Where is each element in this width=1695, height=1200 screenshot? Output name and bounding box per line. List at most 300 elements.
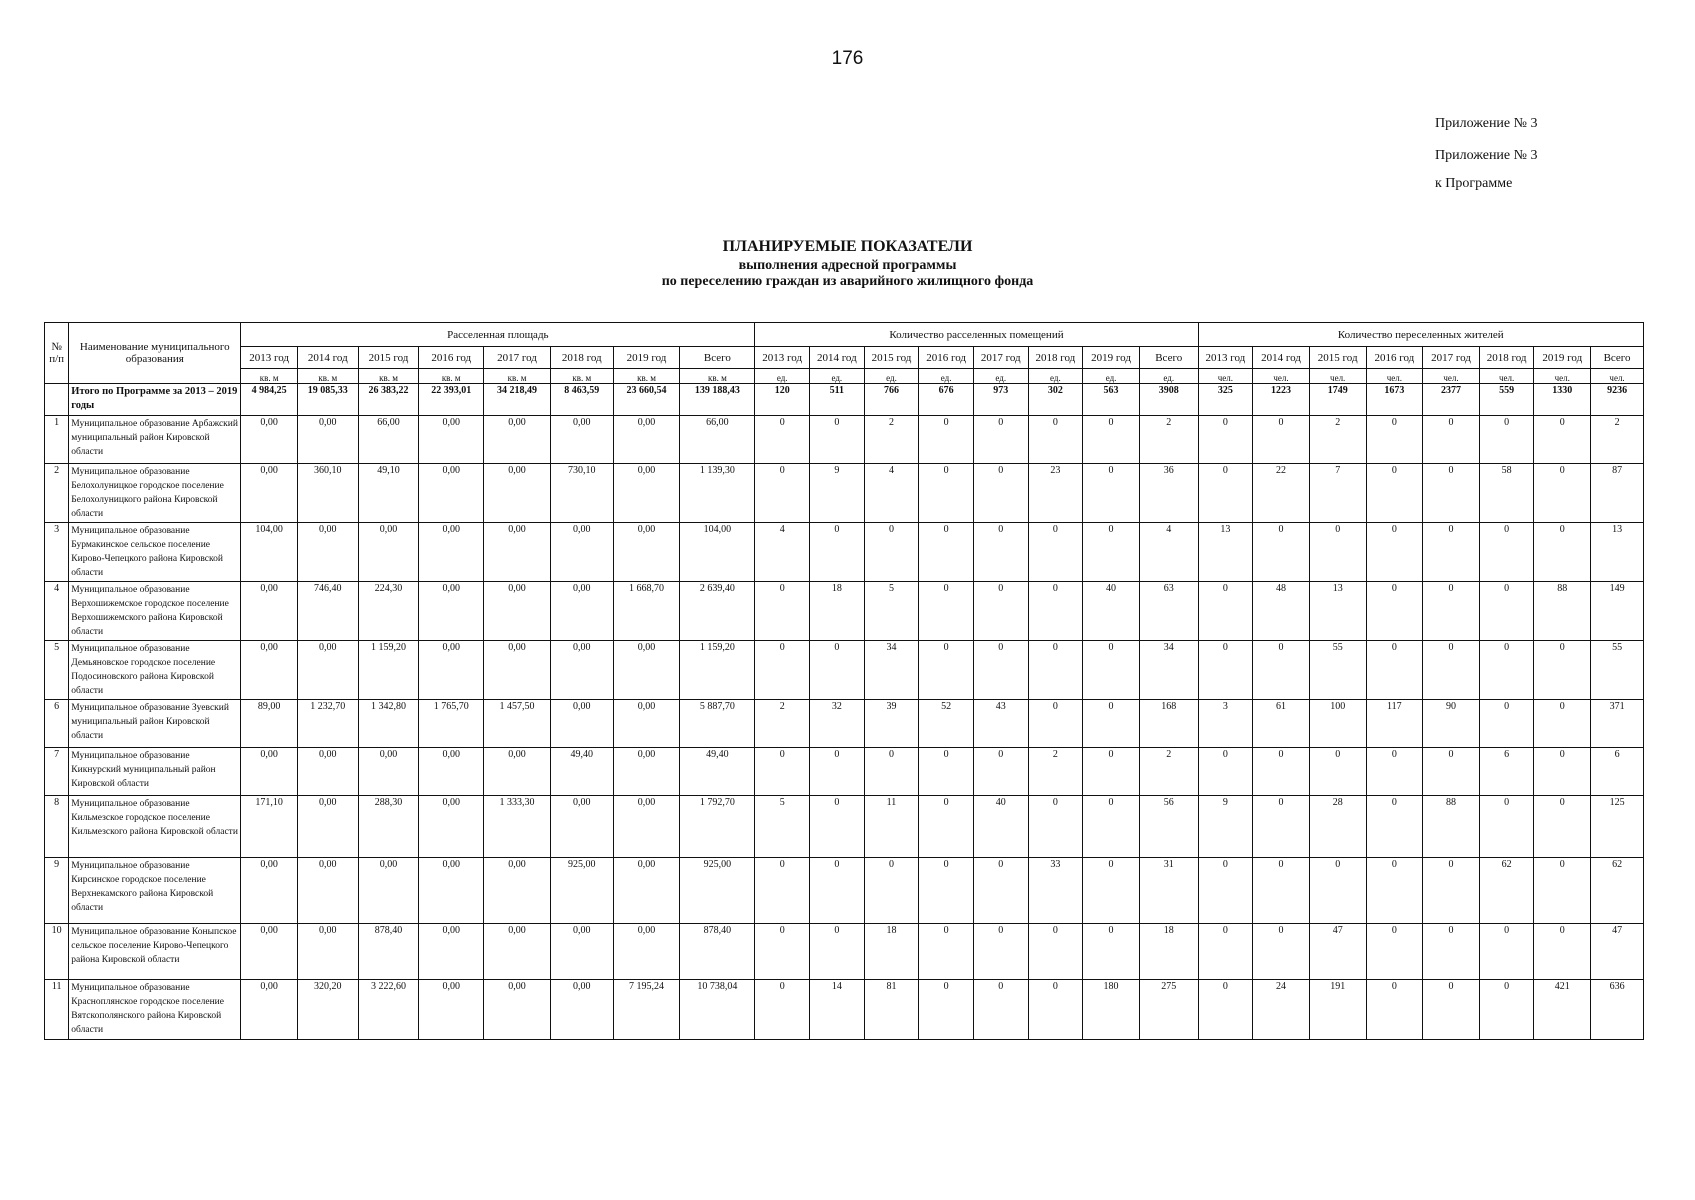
rooms-value: 0 (810, 641, 865, 700)
rooms-value: 0 (1083, 796, 1140, 858)
area-value: 0,00 (297, 416, 358, 464)
area-value: 0,00 (550, 924, 613, 980)
area-value: 19 085,33 (297, 384, 358, 416)
people-value: 371 (1591, 700, 1644, 748)
area-value: 1 333,30 (484, 796, 551, 858)
header-name: Наименование муниципального образования (69, 323, 241, 384)
area-value: 0,00 (297, 858, 358, 924)
unit-header-people: чел. (1591, 369, 1644, 384)
area-value: 1 232,70 (297, 700, 358, 748)
people-value: 3 (1198, 700, 1253, 748)
people-value: 88 (1534, 582, 1591, 641)
people-value: 0 (1423, 924, 1480, 980)
area-value: 1 139,30 (680, 464, 755, 523)
area-value: 224,30 (358, 582, 419, 641)
people-value: 0 (1534, 523, 1591, 582)
rooms-value: 0 (1028, 582, 1083, 641)
people-value: 0 (1309, 858, 1366, 924)
area-value: 0,00 (484, 748, 551, 796)
people-value: 13 (1591, 523, 1644, 582)
area-value: 22 393,01 (419, 384, 484, 416)
area-value: 360,10 (297, 464, 358, 523)
people-value: 0 (1479, 641, 1534, 700)
unit-header-area: кв. м (297, 369, 358, 384)
row-number: 9 (45, 858, 69, 924)
people-value: 0 (1534, 641, 1591, 700)
title-line-3: по переселению граждан из аварийного жилищного фонда (661, 274, 1034, 289)
year-header-rooms: 2019 год (1083, 347, 1140, 369)
year-header-rooms: 2014 год (810, 347, 865, 369)
rooms-value: 0 (1028, 523, 1083, 582)
area-value: 0,00 (358, 858, 419, 924)
area-value: 1 792,70 (680, 796, 755, 858)
people-value: 0 (1309, 748, 1366, 796)
area-value: 925,00 (550, 858, 613, 924)
people-value: 28 (1309, 796, 1366, 858)
year-header-rooms: 2017 год (973, 347, 1028, 369)
people-value: 88 (1423, 796, 1480, 858)
people-value: 0 (1198, 582, 1253, 641)
area-value: 0,00 (419, 416, 484, 464)
year-header-rooms: 2018 год (1028, 347, 1083, 369)
row-number: 11 (45, 980, 69, 1040)
rooms-value: 52 (919, 700, 974, 748)
rooms-value: 11 (864, 796, 919, 858)
area-value: 0,00 (241, 582, 298, 641)
year-header-area: 2016 год (419, 347, 484, 369)
rooms-value: 43 (973, 700, 1028, 748)
area-value: 0,00 (241, 858, 298, 924)
rooms-value: 31 (1139, 858, 1198, 924)
area-value: 49,40 (680, 748, 755, 796)
rooms-value: 56 (1139, 796, 1198, 858)
people-value: 13 (1198, 523, 1253, 582)
rooms-value: 2 (1139, 416, 1198, 464)
rooms-value: 0 (755, 641, 810, 700)
area-value: 925,00 (680, 858, 755, 924)
rooms-value: 0 (864, 858, 919, 924)
rooms-value: 0 (1083, 523, 1140, 582)
rooms-value: 275 (1139, 980, 1198, 1040)
rooms-value: 0 (810, 796, 865, 858)
people-value: 636 (1591, 980, 1644, 1040)
area-value: 0,00 (419, 464, 484, 523)
people-value: 1223 (1253, 384, 1310, 416)
unit-header-people: чел. (1479, 369, 1534, 384)
people-value: 58 (1479, 464, 1534, 523)
year-header-rooms: Всего (1139, 347, 1198, 369)
rooms-value: 0 (919, 748, 974, 796)
unit-header-area: кв. м (241, 369, 298, 384)
area-value: 0,00 (297, 748, 358, 796)
people-value: 47 (1309, 924, 1366, 980)
area-value: 171,10 (241, 796, 298, 858)
area-value: 0,00 (484, 980, 551, 1040)
rooms-value: 0 (755, 858, 810, 924)
people-value: 62 (1591, 858, 1644, 924)
area-value: 0,00 (297, 796, 358, 858)
area-value: 3 222,60 (358, 980, 419, 1040)
people-value: 559 (1479, 384, 1534, 416)
people-value: 0 (1423, 416, 1480, 464)
people-value: 0 (1366, 796, 1423, 858)
rooms-value: 32 (810, 700, 865, 748)
rooms-value: 3908 (1139, 384, 1198, 416)
rooms-value: 14 (810, 980, 865, 1040)
area-value: 0,00 (241, 924, 298, 980)
area-value: 0,00 (613, 641, 680, 700)
people-value: 0 (1253, 641, 1310, 700)
people-value: 0 (1534, 416, 1591, 464)
people-value: 0 (1423, 748, 1480, 796)
area-value: 746,40 (297, 582, 358, 641)
area-value: 0,00 (484, 582, 551, 641)
area-value: 1 668,70 (613, 582, 680, 641)
municipality-name: Итого по Программе за 2013 – 2019 годы (69, 384, 241, 416)
rooms-value: 973 (973, 384, 1028, 416)
rooms-value: 2 (1028, 748, 1083, 796)
area-value: 0,00 (613, 700, 680, 748)
people-value: 0 (1253, 924, 1310, 980)
people-value: 0 (1366, 641, 1423, 700)
municipality-name: Муниципальное образование Кирсинское городское поселение Верхнекамского района Кировской области (69, 858, 241, 924)
year-header-rooms: 2013 год (755, 347, 810, 369)
rooms-value: 0 (1083, 700, 1140, 748)
rooms-value: 0 (973, 416, 1028, 464)
rooms-value: 5 (864, 582, 919, 641)
people-value: 0 (1366, 464, 1423, 523)
rooms-value: 0 (1083, 641, 1140, 700)
area-value: 1 765,70 (419, 700, 484, 748)
municipality-name: Муниципальное образование Кикнурский муниципальный район Кировской области (69, 748, 241, 796)
rooms-value: 2 (864, 416, 919, 464)
people-value: 0 (1253, 416, 1310, 464)
rooms-value: 0 (973, 464, 1028, 523)
people-value: 24 (1253, 980, 1310, 1040)
table-row (45, 416, 1644, 464)
people-value: 0 (1366, 523, 1423, 582)
rooms-value: 0 (1083, 748, 1140, 796)
people-value: 0 (1423, 523, 1480, 582)
people-value: 0 (1479, 924, 1534, 980)
people-value: 61 (1253, 700, 1310, 748)
people-value: 0 (1198, 924, 1253, 980)
area-value: 878,40 (358, 924, 419, 980)
unit-header-area: кв. м (419, 369, 484, 384)
people-value: 149 (1591, 582, 1644, 641)
area-value: 8 463,59 (550, 384, 613, 416)
people-value: 0 (1253, 796, 1310, 858)
area-value: 0,00 (550, 582, 613, 641)
area-value: 0,00 (613, 464, 680, 523)
people-value: 1673 (1366, 384, 1423, 416)
rooms-value: 4 (1139, 523, 1198, 582)
unit-header-people: чел. (1309, 369, 1366, 384)
area-value: 34 218,49 (484, 384, 551, 416)
table-row (45, 796, 1644, 858)
rooms-value: 0 (973, 858, 1028, 924)
unit-header-rooms: ед. (810, 369, 865, 384)
rooms-value: 0 (755, 980, 810, 1040)
rooms-value: 18 (1139, 924, 1198, 980)
area-value: 104,00 (680, 523, 755, 582)
area-value: 0,00 (297, 523, 358, 582)
area-value: 878,40 (680, 924, 755, 980)
area-value: 0,00 (550, 980, 613, 1040)
area-value: 89,00 (241, 700, 298, 748)
rooms-value: 0 (864, 748, 919, 796)
people-value: 2377 (1423, 384, 1480, 416)
area-value: 0,00 (613, 416, 680, 464)
unit-header-area: кв. м (613, 369, 680, 384)
municipality-name: Муниципальное образование Коныпское сельское поселение Кирово-Чепецкого района Кировской области (69, 924, 241, 980)
rooms-value: 0 (919, 464, 974, 523)
area-value: 0,00 (358, 748, 419, 796)
people-value: 0 (1534, 796, 1591, 858)
unit-header-area: кв. м (550, 369, 613, 384)
people-value: 55 (1591, 641, 1644, 700)
table-row (45, 748, 1644, 796)
rooms-value: 0 (919, 582, 974, 641)
people-value: 0 (1366, 416, 1423, 464)
page-number: 176 (831, 48, 864, 69)
rooms-value: 168 (1139, 700, 1198, 748)
rooms-value: 0 (755, 416, 810, 464)
area-value: 5 887,70 (680, 700, 755, 748)
year-header-area: 2015 год (358, 347, 419, 369)
area-value: 320,20 (297, 980, 358, 1040)
municipality-name: Муниципальное образование Верхошижемское городское поселение Верхошижемского района Кировской области (69, 582, 241, 641)
title-line-1: ПЛАНИРУЕМЫЕ ПОКАЗАТЕЛИ (722, 238, 973, 255)
row-number: 2 (45, 464, 69, 523)
people-value: 0 (1198, 748, 1253, 796)
people-value: 0 (1366, 980, 1423, 1040)
rooms-value: 4 (864, 464, 919, 523)
people-value: 0 (1423, 980, 1480, 1040)
area-value: 49,10 (358, 464, 419, 523)
rooms-value: 0 (1028, 924, 1083, 980)
rooms-value: 4 (755, 523, 810, 582)
people-value: 0 (1366, 924, 1423, 980)
people-value: 0 (1534, 858, 1591, 924)
area-value: 0,00 (484, 464, 551, 523)
indicators-table (44, 322, 1644, 1040)
year-header-area: 2017 год (484, 347, 551, 369)
year-header-area: Всего (680, 347, 755, 369)
rooms-value: 0 (755, 582, 810, 641)
people-value: 1330 (1534, 384, 1591, 416)
year-header-people: 2019 год (1534, 347, 1591, 369)
rooms-value: 34 (864, 641, 919, 700)
area-value: 0,00 (419, 641, 484, 700)
area-value: 0,00 (419, 924, 484, 980)
people-value: 325 (1198, 384, 1253, 416)
area-value: 0,00 (484, 416, 551, 464)
rooms-value: 0 (810, 858, 865, 924)
people-value: 0 (1423, 858, 1480, 924)
rooms-value: 0 (919, 924, 974, 980)
area-value: 0,00 (419, 858, 484, 924)
area-value: 0,00 (241, 748, 298, 796)
rooms-value: 0 (919, 858, 974, 924)
year-header-people: 2017 год (1423, 347, 1480, 369)
area-value: 0,00 (241, 641, 298, 700)
area-value: 26 383,22 (358, 384, 419, 416)
year-header-people: 2015 год (1309, 347, 1366, 369)
title-line-2: выполнения адресной программы (738, 258, 957, 273)
rooms-value: 0 (973, 980, 1028, 1040)
year-header-row (45, 347, 1644, 369)
rooms-value: 0 (919, 796, 974, 858)
area-value: 0,00 (419, 582, 484, 641)
people-value: 0 (1198, 641, 1253, 700)
rooms-value: 36 (1139, 464, 1198, 523)
year-header-area: 2019 год (613, 347, 680, 369)
municipality-name: Муниципальное образование Зуевский муниципальный район Кировской области (69, 700, 241, 748)
header-group-rooms: Количество расселенных помещений (755, 323, 1198, 347)
rooms-value: 0 (919, 641, 974, 700)
people-value: 6 (1479, 748, 1534, 796)
people-value: 0 (1198, 858, 1253, 924)
people-value: 0 (1479, 416, 1534, 464)
table-row (45, 641, 1644, 700)
people-value: 0 (1253, 858, 1310, 924)
people-value: 0 (1253, 748, 1310, 796)
rooms-value: 40 (973, 796, 1028, 858)
unit-header-row (45, 369, 1644, 384)
table-row (45, 858, 1644, 924)
people-value: 0 (1198, 416, 1253, 464)
people-value: 48 (1253, 582, 1310, 641)
people-value: 62 (1479, 858, 1534, 924)
area-value: 0,00 (241, 980, 298, 1040)
rooms-value: 0 (864, 523, 919, 582)
area-value: 0,00 (550, 796, 613, 858)
area-value: 4 984,25 (241, 384, 298, 416)
unit-header-rooms: ед. (1139, 369, 1198, 384)
row-number: 5 (45, 641, 69, 700)
rooms-value: 0 (755, 924, 810, 980)
unit-header-people: чел. (1198, 369, 1253, 384)
area-value: 0,00 (297, 641, 358, 700)
rooms-value: 40 (1083, 582, 1140, 641)
unit-header-area: кв. м (484, 369, 551, 384)
rooms-value: 302 (1028, 384, 1083, 416)
rooms-value: 0 (1028, 700, 1083, 748)
row-number: 6 (45, 700, 69, 748)
area-value: 0,00 (358, 523, 419, 582)
area-value: 0,00 (484, 523, 551, 582)
rooms-value: 180 (1083, 980, 1140, 1040)
area-value: 0,00 (241, 416, 298, 464)
table-row (45, 924, 1644, 980)
people-value: 100 (1309, 700, 1366, 748)
unit-header-rooms: ед. (1028, 369, 1083, 384)
rooms-value: 0 (973, 924, 1028, 980)
rooms-value: 120 (755, 384, 810, 416)
rooms-value: 0 (1028, 641, 1083, 700)
people-value: 191 (1309, 980, 1366, 1040)
area-value: 0,00 (613, 796, 680, 858)
rooms-value: 676 (919, 384, 974, 416)
rooms-value: 0 (810, 748, 865, 796)
rooms-value: 63 (1139, 582, 1198, 641)
people-value: 125 (1591, 796, 1644, 858)
area-value: 0,00 (419, 523, 484, 582)
appendix-program-label: к Программе (1435, 176, 1513, 191)
people-value: 421 (1534, 980, 1591, 1040)
people-value: 87 (1591, 464, 1644, 523)
people-value: 0 (1309, 523, 1366, 582)
year-header-rooms: 2016 год (919, 347, 974, 369)
people-value: 6 (1591, 748, 1644, 796)
rooms-value: 0 (810, 416, 865, 464)
row-number: 4 (45, 582, 69, 641)
rooms-value: 0 (973, 582, 1028, 641)
header-group-area: Расселенная площадь (241, 323, 755, 347)
table-row (45, 980, 1644, 1040)
rooms-value: 0 (973, 523, 1028, 582)
rooms-value: 81 (864, 980, 919, 1040)
appendix-label: Приложение № 3 (1435, 116, 1538, 131)
unit-header-rooms: ед. (864, 369, 919, 384)
area-value: 0,00 (613, 748, 680, 796)
people-value: 0 (1423, 641, 1480, 700)
appendix-label-repeat: Приложение № 3 (1435, 148, 1538, 163)
people-value: 2 (1591, 416, 1644, 464)
people-value: 55 (1309, 641, 1366, 700)
people-value: 0 (1534, 748, 1591, 796)
unit-header-people: чел. (1423, 369, 1480, 384)
total-row (45, 384, 1644, 416)
row-number: 8 (45, 796, 69, 858)
year-header-area: 2018 год (550, 347, 613, 369)
year-header-people: 2016 год (1366, 347, 1423, 369)
people-value: 22 (1253, 464, 1310, 523)
rooms-value: 0 (810, 924, 865, 980)
area-value: 1 159,20 (358, 641, 419, 700)
people-value: 0 (1479, 523, 1534, 582)
year-header-people: 2018 год (1479, 347, 1534, 369)
area-value: 0,00 (419, 796, 484, 858)
area-value: 0,00 (484, 641, 551, 700)
table-row (45, 582, 1644, 641)
municipality-name: Муниципальное образование Демьяновское городское поселение Подосиновского района Кировской области (69, 641, 241, 700)
year-header-area: 2013 год (241, 347, 298, 369)
area-value: 0,00 (297, 924, 358, 980)
rooms-value: 0 (810, 523, 865, 582)
municipality-name: Муниципальное образование Кильмезское городское поселение Кильмезского района Кировской области (69, 796, 241, 858)
rooms-value: 39 (864, 700, 919, 748)
year-header-people: Всего (1591, 347, 1644, 369)
people-value: 0 (1423, 582, 1480, 641)
area-value: 0,00 (613, 924, 680, 980)
rooms-value: 0 (755, 464, 810, 523)
document-title (0, 238, 1695, 290)
year-header-rooms: 2015 год (864, 347, 919, 369)
row-number: 7 (45, 748, 69, 796)
area-value: 49,40 (550, 748, 613, 796)
people-value: 0 (1366, 582, 1423, 641)
year-header-people: 2013 год (1198, 347, 1253, 369)
people-value: 0 (1253, 523, 1310, 582)
area-value: 139 188,43 (680, 384, 755, 416)
people-value: 0 (1198, 980, 1253, 1040)
area-value: 0,00 (613, 523, 680, 582)
people-value: 0 (1479, 796, 1534, 858)
rooms-value: 34 (1139, 641, 1198, 700)
area-value: 7 195,24 (613, 980, 680, 1040)
